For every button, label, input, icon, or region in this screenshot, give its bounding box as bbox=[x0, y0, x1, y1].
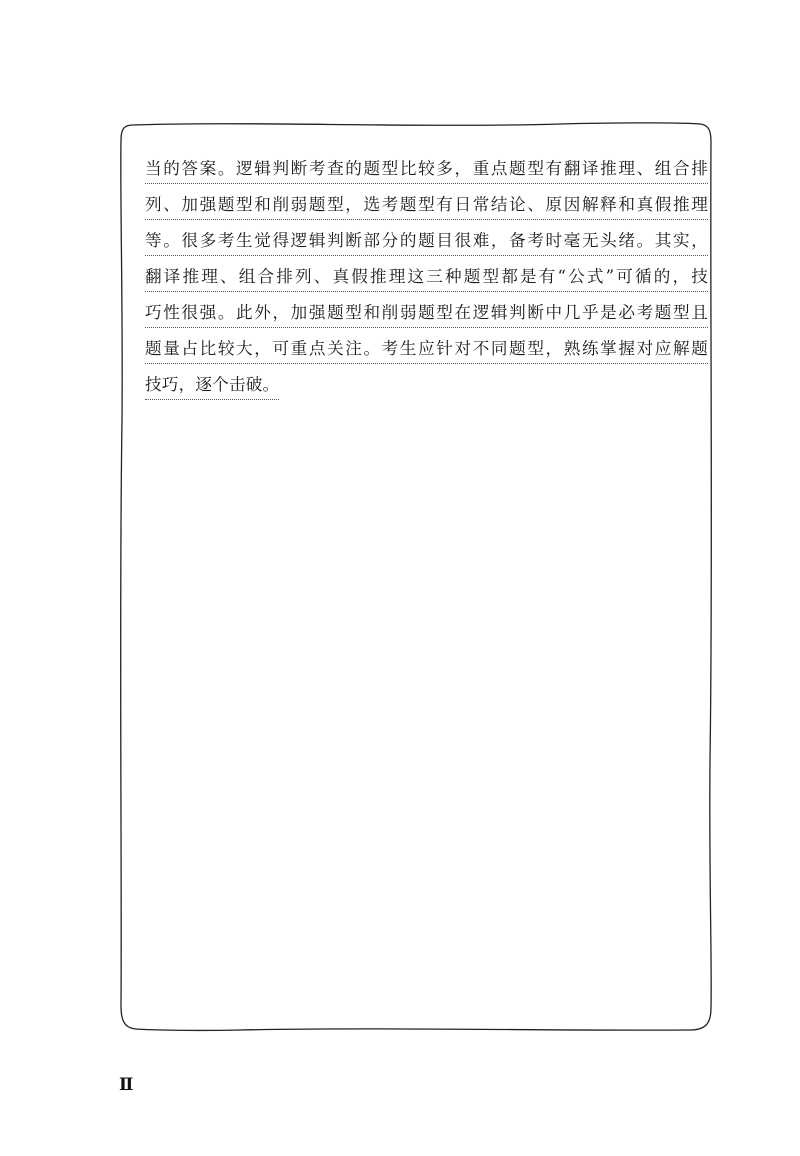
paragraph-line-text: 题量占比较大，可重点关注。考生应针对不同题型，熟练掌握对应解题 bbox=[145, 338, 708, 364]
paragraph-line-text: 等。很多考生觉得逻辑判断部分的题目很难，备考时毫无头绪。其实， bbox=[145, 230, 708, 256]
paragraph-line bbox=[145, 188, 715, 224]
paragraph-line-text: 列、加强题型和削弱题型，选考题型有日常结论、原因解释和真假推理 bbox=[145, 194, 708, 220]
paragraph-line bbox=[145, 260, 715, 296]
paragraph-line bbox=[145, 224, 715, 260]
paragraph-line bbox=[145, 296, 715, 332]
paragraph-line-text: 当的答案。逻辑判断考查的题型比较多，重点题型有翻译推理、组合排 bbox=[145, 158, 708, 184]
paragraph-line-text: 巧性很强。此外，加强题型和削弱题型在逻辑判断中几乎是必考题型且 bbox=[145, 302, 708, 328]
paragraph-line bbox=[145, 368, 715, 404]
body-paragraph bbox=[145, 152, 715, 404]
paragraph-line-text: 翻译推理、组合排列、真假推理这三种题型都是有“公式”可循的，技 bbox=[145, 266, 708, 292]
page-number: Ⅱ bbox=[119, 1075, 133, 1094]
paragraph-line-text: 技巧，逐个击破。 bbox=[145, 374, 279, 400]
paragraph-line bbox=[145, 152, 715, 188]
paragraph-line bbox=[145, 332, 715, 368]
